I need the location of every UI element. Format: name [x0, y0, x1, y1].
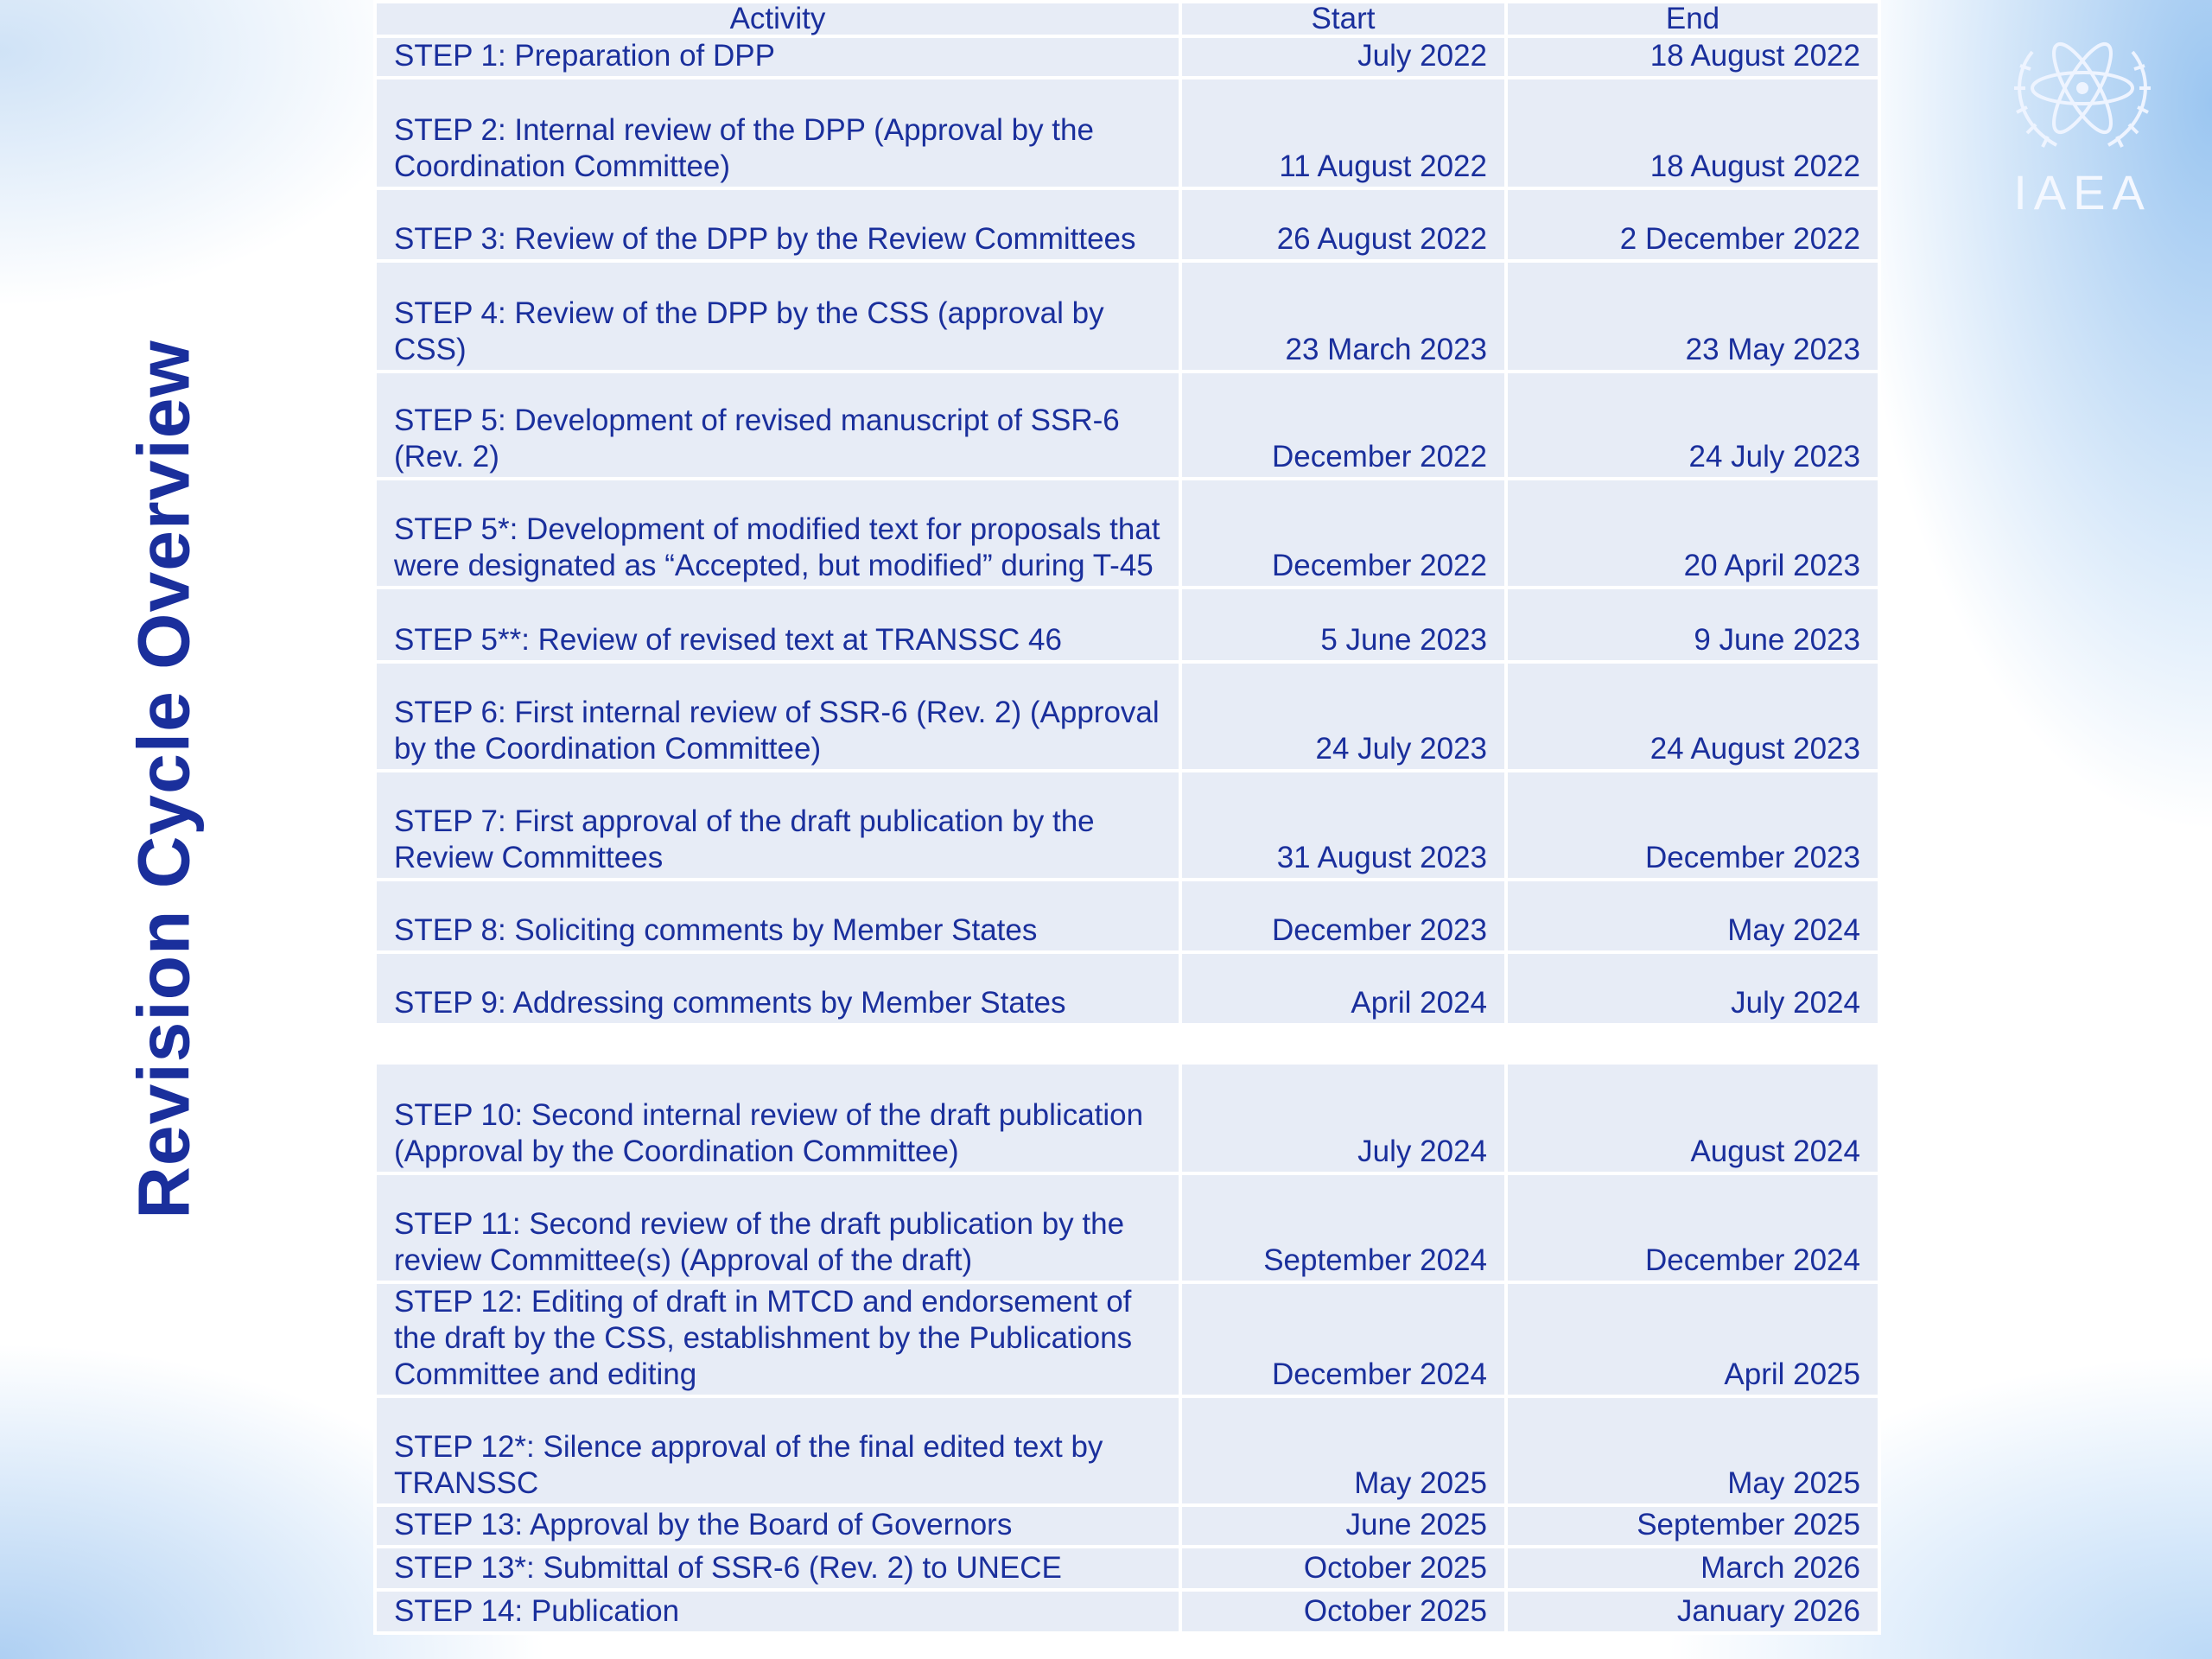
- end-cell: 24 August 2023: [1508, 664, 1878, 769]
- end-cell: 9 June 2023: [1508, 589, 1878, 660]
- start-cell: June 2025: [1182, 1507, 1504, 1545]
- table-row: [377, 772, 1878, 878]
- table-row: [377, 373, 1878, 477]
- activity-cell: STEP 6: First internal review of SSR-6 (Rev. 2) (Approval by the Coordination Committee): [377, 664, 1179, 769]
- table-row: [377, 589, 1878, 660]
- start-cell: October 2025: [1182, 1548, 1504, 1588]
- revision-schedule-table: [373, 0, 1881, 1635]
- table-row: [377, 79, 1878, 187]
- start-cell: May 2025: [1182, 1398, 1504, 1503]
- end-cell: March 2026: [1508, 1548, 1878, 1588]
- end-cell: May 2024: [1508, 881, 1878, 950]
- activity-cell: STEP 2: Internal review of the DPP (Approval by the Coordination Committee): [377, 79, 1179, 187]
- activity-cell: STEP 5**: Review of revised text at TRANSSC 46: [377, 589, 1179, 660]
- start-cell: 11 August 2022: [1182, 79, 1504, 187]
- table-row: [377, 1398, 1878, 1503]
- end-cell: 2 December 2022: [1508, 190, 1878, 259]
- end-cell: September 2025: [1508, 1507, 1878, 1545]
- start-cell: July 2022: [1182, 38, 1504, 76]
- activity-cell: STEP 8: Soliciting comments by Member States: [377, 881, 1179, 950]
- activity-cell: STEP 12: Editing of draft in MTCD and endorsement of the draft by the CSS, establishment by the Publications Committee and editing: [377, 1284, 1179, 1395]
- table-row: [377, 190, 1878, 259]
- start-cell: 31 August 2023: [1182, 772, 1504, 878]
- end-cell: April 2025: [1508, 1284, 1878, 1395]
- table-row: [377, 954, 1878, 1023]
- start-cell: October 2025: [1182, 1592, 1504, 1631]
- activity-cell: STEP 11: Second review of the draft publication by the review Committee(s) (Approval of the draft): [377, 1175, 1179, 1281]
- spacer-cell: [377, 1027, 1179, 1061]
- column-header-activity: Activity: [377, 3, 1179, 35]
- start-cell: September 2024: [1182, 1175, 1504, 1281]
- start-cell: 26 August 2022: [1182, 190, 1504, 259]
- table-header-row: [377, 3, 1878, 35]
- table-row: [377, 881, 1878, 950]
- table-row: [377, 1548, 1878, 1588]
- end-cell: 23 May 2023: [1508, 263, 1878, 370]
- start-cell: December 2023: [1182, 881, 1504, 950]
- activity-cell: STEP 10: Second internal review of the draft publication (Approval by the Coordination Committee): [377, 1065, 1179, 1172]
- atom-laurel-icon: [1996, 35, 2169, 164]
- start-cell: December 2022: [1182, 373, 1504, 477]
- start-cell: 23 March 2023: [1182, 263, 1504, 370]
- end-cell: May 2025: [1508, 1398, 1878, 1503]
- activity-cell: STEP 4: Review of the DPP by the CSS (approval by CSS): [377, 263, 1179, 370]
- table-row: [377, 480, 1878, 586]
- table-row: [377, 1175, 1878, 1281]
- end-cell: December 2024: [1508, 1175, 1878, 1281]
- activity-cell: STEP 3: Review of the DPP by the Review Committees: [377, 190, 1179, 259]
- activity-cell: STEP 1: Preparation of DPP: [377, 38, 1179, 76]
- end-cell: 20 April 2023: [1508, 480, 1878, 586]
- end-cell: December 2023: [1508, 772, 1878, 878]
- table-row: [377, 1592, 1878, 1631]
- spacer-cell: [1182, 1027, 1504, 1061]
- activity-cell: STEP 7: First approval of the draft publication by the Review Committees: [377, 772, 1179, 878]
- start-cell: December 2024: [1182, 1284, 1504, 1395]
- table-row: [377, 38, 1878, 76]
- end-cell: August 2024: [1508, 1065, 1878, 1172]
- column-header-end: End: [1508, 3, 1878, 35]
- activity-cell: STEP 13*: Submittal of SSR-6 (Rev. 2) to UNECE: [377, 1548, 1179, 1588]
- end-cell: 18 August 2022: [1508, 79, 1878, 187]
- slide-title: Revision Cycle Overview: [123, 340, 205, 1219]
- start-cell: July 2024: [1182, 1065, 1504, 1172]
- end-cell: 24 July 2023: [1508, 373, 1878, 477]
- table-row: [377, 1507, 1878, 1545]
- column-header-start: Start: [1182, 3, 1504, 35]
- table-spacer-row: [377, 1027, 1878, 1061]
- end-cell: January 2026: [1508, 1592, 1878, 1631]
- start-cell: April 2024: [1182, 954, 1504, 1023]
- activity-cell: STEP 13: Approval by the Board of Governors: [377, 1507, 1179, 1545]
- activity-cell: STEP 9: Addressing comments by Member States: [377, 954, 1179, 1023]
- logo-text: IAEA: [2013, 165, 2152, 219]
- activity-cell: STEP 5: Development of revised manuscript of SSR-6 (Rev. 2): [377, 373, 1179, 477]
- table-row: [377, 1065, 1878, 1172]
- iaea-logo: [1996, 35, 2169, 233]
- activity-cell: STEP 5*: Development of modified text for proposals that were designated as “Accepted, but modified” during T-45: [377, 480, 1179, 586]
- start-cell: 5 June 2023: [1182, 589, 1504, 660]
- table-row: [377, 1284, 1878, 1395]
- activity-cell: STEP 12*: Silence approval of the final edited text by TRANSSC: [377, 1398, 1179, 1503]
- table-row: [377, 263, 1878, 370]
- spacer-cell: [1508, 1027, 1878, 1061]
- end-cell: 18 August 2022: [1508, 38, 1878, 76]
- start-cell: December 2022: [1182, 480, 1504, 586]
- end-cell: July 2024: [1508, 954, 1878, 1023]
- activity-cell: STEP 14: Publication: [377, 1592, 1179, 1631]
- table-row: [377, 664, 1878, 769]
- start-cell: 24 July 2023: [1182, 664, 1504, 769]
